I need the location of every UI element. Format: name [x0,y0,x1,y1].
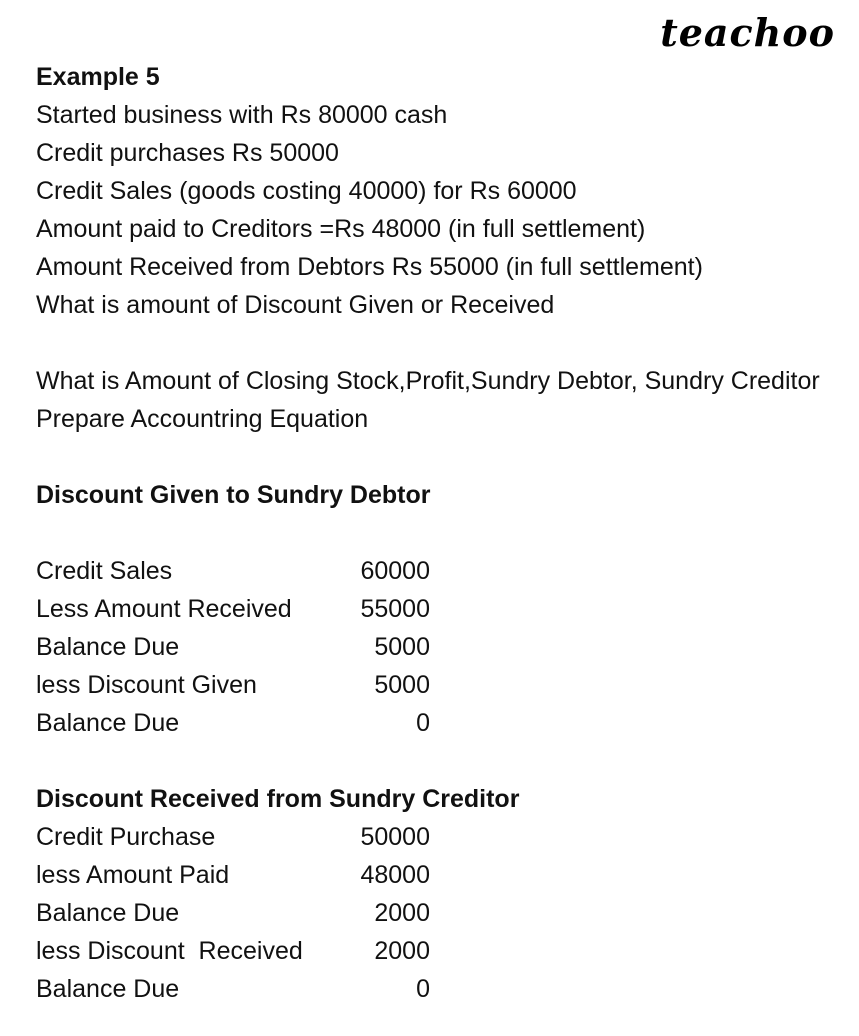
example-title: Example 5 [36,63,160,91]
row-value: 5000 [374,671,430,699]
question-line: What is Amount of Closing Stock,Profit,Sundry Debtor, Sundry Creditor [36,367,820,395]
problem-line: Amount Received from Debtors Rs 55000 (in full settlement) [36,253,703,281]
blank-line [36,324,835,362]
problem-line: Amount paid to Creditors =Rs 48000 (in full settlement) [36,215,646,243]
problem-line: Started business with Rs 80000 cash [36,101,448,129]
table-row [36,894,430,932]
question-line: Prepare Accountring Equation [36,405,369,433]
row-label: Balance Due [36,899,180,927]
section-heading-discount-given: Discount Given to Sundry Debtor [36,481,431,509]
table-row [36,552,430,590]
row-value: 60000 [360,557,430,585]
row-value: 48000 [360,861,430,889]
row-value: 0 [416,975,430,1003]
blank-line [36,742,835,780]
row-value: 50000 [360,823,430,851]
problem-line: What is amount of Discount Given or Received [36,291,555,319]
blank-line [36,514,835,552]
row-label: Credit Sales [36,557,173,585]
row-label: Balance Due [36,975,180,1003]
row-value: 0 [416,709,430,737]
row-label: Less Amount Received [36,595,292,623]
row-label: less Amount Paid [36,861,230,889]
row-label: Balance Due [36,709,180,737]
table-row [36,590,430,628]
problem-line: Credit purchases Rs 50000 [36,139,339,167]
row-label: Credit Purchase [36,823,216,851]
row-label: Balance Due [36,633,180,661]
document-body [36,58,835,1008]
table-row [36,704,430,742]
table-row [36,856,430,894]
table-row [36,970,430,1008]
row-value: 55000 [360,595,430,623]
row-label: less Discount Received [36,937,303,965]
table-row [36,932,430,970]
row-value: 2000 [374,937,430,965]
teachoo-logo: teachoo [660,10,835,55]
row-value: 2000 [374,899,430,927]
row-value: 5000 [374,633,430,661]
blank-line [36,438,835,476]
table-row [36,818,430,856]
row-label: less Discount Given [36,671,257,699]
section-heading-discount-received: Discount Received from Sundry Creditor [36,785,520,813]
table-row [36,666,430,704]
table-row [36,628,430,666]
problem-line: Credit Sales (goods costing 40000) for Rs 60000 [36,177,577,205]
